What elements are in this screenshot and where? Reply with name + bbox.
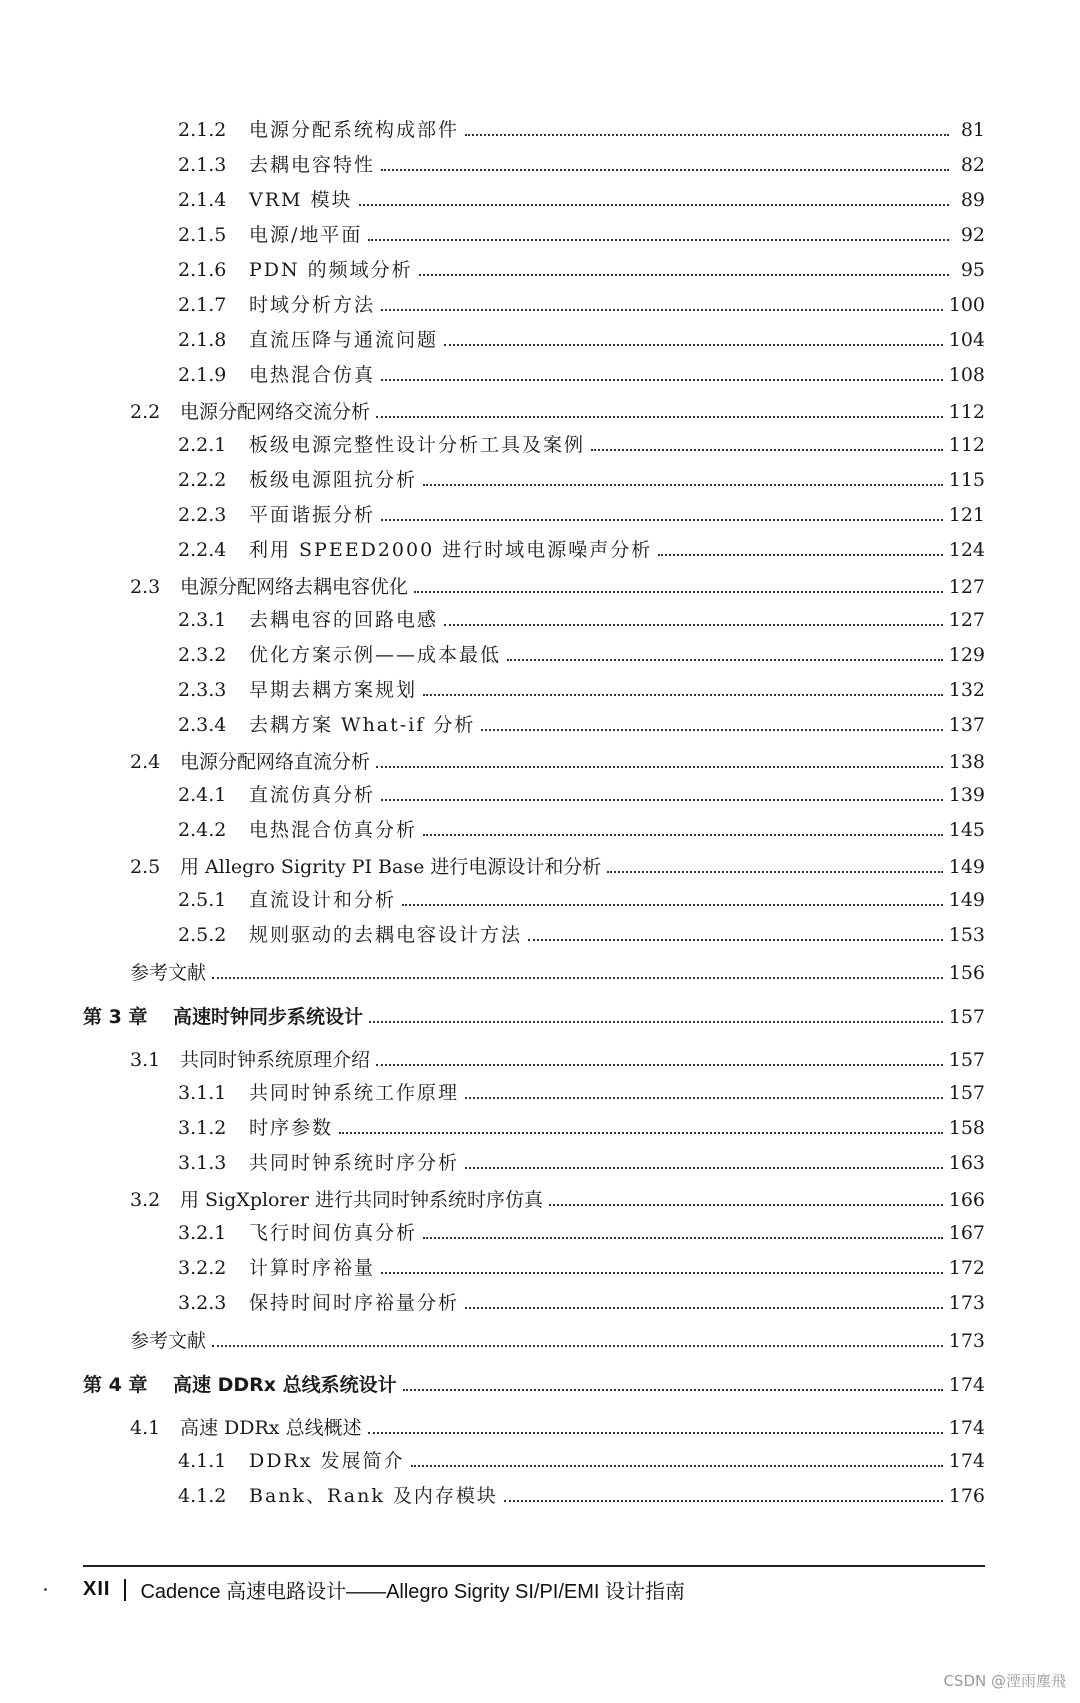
dot-leader bbox=[368, 1432, 943, 1434]
chapter-title: 高速 DDRx 总线系统设计 bbox=[173, 1374, 397, 1396]
dot-leader bbox=[465, 1167, 943, 1169]
toc-entry-number: 2.1.7 bbox=[178, 294, 227, 316]
toc-entry-page: 172 bbox=[948, 1257, 985, 1279]
toc-entry-page: 100 bbox=[948, 294, 985, 316]
toc-entry-number: 2.3.3 bbox=[178, 679, 227, 701]
toc-entry bbox=[178, 328, 985, 352]
toc-entry bbox=[130, 750, 985, 774]
toc-entry bbox=[178, 153, 985, 177]
toc-entry-page: 132 bbox=[948, 679, 985, 701]
toc-entry-page: 127 bbox=[948, 609, 985, 631]
toc-entry-page: 124 bbox=[948, 539, 985, 561]
dot-leader bbox=[419, 274, 949, 276]
dot-leader bbox=[423, 484, 943, 486]
toc-entry bbox=[178, 1449, 985, 1473]
toc-entry-number: 2.1.3 bbox=[178, 154, 227, 176]
chapter-number: 第 3 章 bbox=[83, 1006, 148, 1028]
toc-entry-title: 板级电源完整性设计分析工具及案例 bbox=[249, 434, 586, 456]
toc-entry-references bbox=[130, 961, 985, 985]
dot-leader bbox=[359, 204, 949, 206]
dot-leader bbox=[423, 1237, 943, 1239]
toc-entry-number: 2.1.8 bbox=[178, 329, 227, 351]
toc-entry bbox=[178, 468, 985, 492]
toc-entry bbox=[178, 538, 985, 562]
dot-leader bbox=[339, 1132, 943, 1134]
toc-entry-page: 104 bbox=[948, 329, 985, 351]
toc-entry-title: 保持时间时序裕量分析 bbox=[249, 1292, 460, 1314]
toc-entry bbox=[130, 400, 985, 424]
toc-entry-page: 167 bbox=[948, 1222, 985, 1244]
toc-entry bbox=[178, 1116, 985, 1140]
toc-entry-number: 2.4 bbox=[130, 751, 161, 773]
dot-leader bbox=[465, 134, 949, 136]
toc-entry bbox=[130, 855, 985, 879]
toc-entry-number: 2.5.2 bbox=[178, 924, 227, 946]
toc-entry-number: 3.1.1 bbox=[178, 1082, 227, 1104]
running-footer-title: Cadence 高速电路设计——Allegro Sigrity SI/PI/EMI 设计指南 bbox=[140, 1581, 686, 1603]
toc-entry-title: 电热混合仿真 bbox=[249, 364, 376, 386]
toc-entry-number: 2.1.4 bbox=[178, 189, 227, 211]
toc-entry bbox=[178, 258, 985, 282]
dot-leader bbox=[403, 1389, 943, 1391]
toc-entry bbox=[178, 188, 985, 212]
dot-leader bbox=[368, 239, 949, 241]
toc-entry-title: 参考文献 bbox=[130, 1330, 207, 1352]
toc-entry-title: 优化方案示例——成本最低 bbox=[249, 644, 502, 666]
toc-entry-title: 时域分析方法 bbox=[249, 294, 376, 316]
toc-entry-number: 2.2 bbox=[130, 401, 161, 423]
toc-entry-title: 共同时钟系统工作原理 bbox=[249, 1082, 460, 1104]
toc-entry-page: 138 bbox=[948, 751, 985, 773]
toc-entry-page: 166 bbox=[948, 1189, 985, 1211]
page-folio: XII bbox=[83, 1578, 111, 1600]
dot-leader bbox=[423, 834, 943, 836]
toc-entry bbox=[178, 713, 985, 737]
toc-entry-title: 直流压降与通流问题 bbox=[249, 329, 439, 351]
toc-entry-number: 2.3 bbox=[130, 576, 161, 598]
dot-leader bbox=[481, 729, 942, 731]
toc-entry-title: 电源/地平面 bbox=[249, 224, 363, 246]
toc-entry-page: 163 bbox=[948, 1152, 985, 1174]
toc-entry-title: 板级电源阻抗分析 bbox=[249, 469, 418, 491]
watermark: CSDN @湮雨塵飛 bbox=[943, 1672, 1066, 1690]
dot-leader bbox=[411, 1465, 943, 1467]
toc-entry-number: 4.1.1 bbox=[178, 1450, 227, 1472]
toc-entry-title: 平面谐振分析 bbox=[249, 504, 376, 526]
toc-entry-title: PDN 的频域分析 bbox=[249, 259, 413, 281]
dot-leader bbox=[607, 871, 942, 873]
toc-entry-page: 149 bbox=[948, 856, 985, 878]
dot-leader bbox=[549, 1204, 943, 1206]
footer-separator bbox=[124, 1579, 126, 1601]
footer-rule bbox=[83, 1565, 985, 1567]
dot-leader bbox=[444, 624, 943, 626]
dot-leader bbox=[376, 766, 943, 768]
toc-entry-number: 2.2.2 bbox=[178, 469, 227, 491]
toc-entry bbox=[178, 223, 985, 247]
toc-entry bbox=[178, 818, 985, 842]
toc-entry-number: 3.2.3 bbox=[178, 1292, 227, 1314]
toc-entry-number: 2.2.4 bbox=[178, 539, 227, 561]
toc-entry-number: 2.2.1 bbox=[178, 434, 227, 456]
dot-leader bbox=[381, 1272, 943, 1274]
toc-entry-number: 2.5.1 bbox=[178, 889, 227, 911]
toc-entry bbox=[178, 1256, 985, 1280]
toc-entry-number: 4.1.2 bbox=[178, 1485, 227, 1507]
toc-entry bbox=[178, 1081, 985, 1105]
toc-entry-page: 176 bbox=[948, 1485, 985, 1507]
chapter-number: 第 4 章 bbox=[83, 1374, 148, 1396]
page-footer bbox=[83, 1575, 685, 1604]
dot-leader bbox=[423, 694, 943, 696]
dot-leader bbox=[369, 1021, 943, 1023]
toc-entry-title: 电热混合仿真分析 bbox=[249, 819, 418, 841]
toc-entry bbox=[130, 575, 985, 599]
toc-entry-number: 2.1.6 bbox=[178, 259, 227, 281]
toc-entry bbox=[178, 1151, 985, 1175]
toc-entry-title: 电源分配系统构成部件 bbox=[249, 119, 460, 141]
toc-entry-title: 去耦电容特性 bbox=[249, 154, 376, 176]
toc-entry-page: 153 bbox=[948, 924, 985, 946]
toc-entry bbox=[178, 783, 985, 807]
toc-entry-number: 4.1 bbox=[130, 1417, 161, 1439]
toc-entry-page: 158 bbox=[948, 1117, 985, 1139]
toc-entry bbox=[178, 1484, 985, 1508]
toc-chapter-heading bbox=[83, 1373, 985, 1397]
toc-entry-title: 高速 DDRx 总线概述 bbox=[180, 1417, 362, 1439]
toc-entry-number: 2.1.9 bbox=[178, 364, 227, 386]
dot-leader bbox=[465, 1097, 943, 1099]
dot-leader bbox=[212, 1345, 943, 1347]
toc-entry-page: 149 bbox=[948, 889, 985, 911]
toc-entry-number: 3.2.1 bbox=[178, 1222, 227, 1244]
dot-leader bbox=[376, 416, 943, 418]
toc-entry-page: 174 bbox=[948, 1450, 985, 1472]
toc-entry-number: 3.1 bbox=[130, 1049, 161, 1071]
toc-entry bbox=[178, 433, 985, 457]
toc-entry-title: 去耦电容的回路电感 bbox=[249, 609, 439, 631]
dot-leader bbox=[528, 939, 943, 941]
toc-entry bbox=[178, 678, 985, 702]
toc-entry-page: 89 bbox=[960, 189, 985, 211]
toc-entry-number: 2.3.1 bbox=[178, 609, 227, 631]
toc-entry-title: DDRx 发展简介 bbox=[249, 1450, 405, 1472]
toc-entry-title: VRM 模块 bbox=[249, 189, 353, 211]
dot-leader bbox=[414, 591, 943, 593]
dot-leader bbox=[444, 344, 943, 346]
toc-entry-page: 121 bbox=[948, 504, 985, 526]
dot-leader bbox=[591, 449, 943, 451]
toc-entry-page: 137 bbox=[948, 714, 985, 736]
toc-entry-page: 127 bbox=[948, 576, 985, 598]
toc-entry-page: 82 bbox=[960, 154, 985, 176]
toc-entry bbox=[178, 1291, 985, 1315]
toc-entry-page: 174 bbox=[948, 1374, 985, 1396]
toc-entry bbox=[178, 608, 985, 632]
toc-entry-page: 115 bbox=[948, 469, 985, 491]
toc-entry bbox=[178, 923, 985, 947]
scan-speck bbox=[44, 1588, 47, 1591]
toc-entry-page: 129 bbox=[948, 644, 985, 666]
dot-leader bbox=[504, 1500, 943, 1502]
toc-entry-title: 电源分配网络交流分析 bbox=[180, 401, 371, 423]
dot-leader bbox=[507, 659, 943, 661]
toc-entry-title: 飞行时间仿真分析 bbox=[249, 1222, 418, 1244]
toc-entry-number: 3.1.2 bbox=[178, 1117, 227, 1139]
toc-entry-page: 139 bbox=[948, 784, 985, 806]
toc-entry bbox=[178, 643, 985, 667]
dot-leader bbox=[402, 904, 943, 906]
toc-entry-title: 时序参数 bbox=[249, 1117, 334, 1139]
toc-entry-number: 2.4.1 bbox=[178, 784, 227, 806]
dot-leader bbox=[465, 1307, 943, 1309]
dot-leader bbox=[376, 1064, 943, 1066]
dot-leader bbox=[212, 977, 943, 979]
toc-entry-page: 157 bbox=[948, 1049, 985, 1071]
chapter-title: 高速时钟同步系统设计 bbox=[173, 1006, 364, 1028]
toc-entry bbox=[130, 1188, 985, 1212]
toc-entry-title: 参考文献 bbox=[130, 962, 207, 984]
dot-leader bbox=[381, 379, 943, 381]
toc-entry bbox=[178, 888, 985, 912]
dot-leader bbox=[381, 799, 943, 801]
toc-entry-page: 108 bbox=[948, 364, 985, 386]
toc-entry-page: 112 bbox=[948, 401, 985, 423]
toc-entry-title: 共同时钟系统原理介绍 bbox=[180, 1049, 371, 1071]
dot-leader bbox=[381, 169, 949, 171]
toc-entry-number: 3.2 bbox=[130, 1189, 161, 1211]
dot-leader bbox=[381, 519, 943, 521]
toc-entry-page: 173 bbox=[948, 1330, 985, 1352]
toc-entry-page: 174 bbox=[948, 1417, 985, 1439]
toc-entry bbox=[178, 293, 985, 317]
toc-entry-title: 去耦方案 What-if 分析 bbox=[249, 714, 476, 736]
toc-entry bbox=[178, 1221, 985, 1245]
dot-leader bbox=[381, 309, 943, 311]
toc-entry-title: 规则驱动的去耦电容设计方法 bbox=[249, 924, 523, 946]
toc-entry bbox=[130, 1048, 985, 1072]
toc-entry-title: 直流仿真分析 bbox=[249, 784, 376, 806]
toc-entry-number: 3.2.2 bbox=[178, 1257, 227, 1279]
toc-entry-number: 2.1.2 bbox=[178, 119, 227, 141]
toc-entry-page: 173 bbox=[948, 1292, 985, 1314]
toc-entry-page: 157 bbox=[948, 1006, 985, 1028]
toc-entry-page: 92 bbox=[960, 224, 985, 246]
toc-entry-number: 2.1.5 bbox=[178, 224, 227, 246]
toc-entry-page: 81 bbox=[960, 119, 985, 141]
dot-leader bbox=[658, 554, 943, 556]
toc-entry bbox=[178, 503, 985, 527]
toc-entry-number: 2.2.3 bbox=[178, 504, 227, 526]
toc-entry bbox=[178, 118, 985, 142]
toc-entry-title: 直流设计和分析 bbox=[249, 889, 397, 911]
toc-entry-page: 156 bbox=[948, 962, 985, 984]
toc-entry-title: 电源分配网络直流分析 bbox=[180, 751, 371, 773]
toc-entry-title: 共同时钟系统时序分析 bbox=[249, 1152, 460, 1174]
toc-entry-page: 157 bbox=[948, 1082, 985, 1104]
toc-entry-page: 112 bbox=[948, 434, 985, 456]
toc-entry-page: 145 bbox=[948, 819, 985, 841]
toc-entry-number: 2.3.2 bbox=[178, 644, 227, 666]
toc-entry-title: 早期去耦方案规划 bbox=[249, 679, 418, 701]
toc-chapter-heading bbox=[83, 1005, 985, 1029]
toc-entry-title: 利用 SPEED2000 进行时域电源噪声分析 bbox=[249, 539, 653, 561]
toc-entry-title: 用 Allegro Sigrity PI Base 进行电源设计和分析 bbox=[180, 856, 602, 878]
toc-entry-references bbox=[130, 1329, 985, 1353]
toc-entry-title: 电源分配网络去耦电容优化 bbox=[180, 576, 409, 598]
toc-entry bbox=[130, 1416, 985, 1440]
toc-entry-number: 3.1.3 bbox=[178, 1152, 227, 1174]
toc-entry bbox=[178, 363, 985, 387]
toc-entry-number: 2.5 bbox=[130, 856, 161, 878]
toc-entry-title: Bank、Rank 及内存模块 bbox=[249, 1485, 498, 1507]
toc-entry-number: 2.4.2 bbox=[178, 819, 227, 841]
toc-entry-number: 2.3.4 bbox=[178, 714, 227, 736]
toc-entry-page: 95 bbox=[960, 259, 985, 281]
toc-entry-title: 计算时序裕量 bbox=[249, 1257, 376, 1279]
toc-entry-title: 用 SigXplorer 进行共同时钟系统时序仿真 bbox=[180, 1189, 543, 1211]
